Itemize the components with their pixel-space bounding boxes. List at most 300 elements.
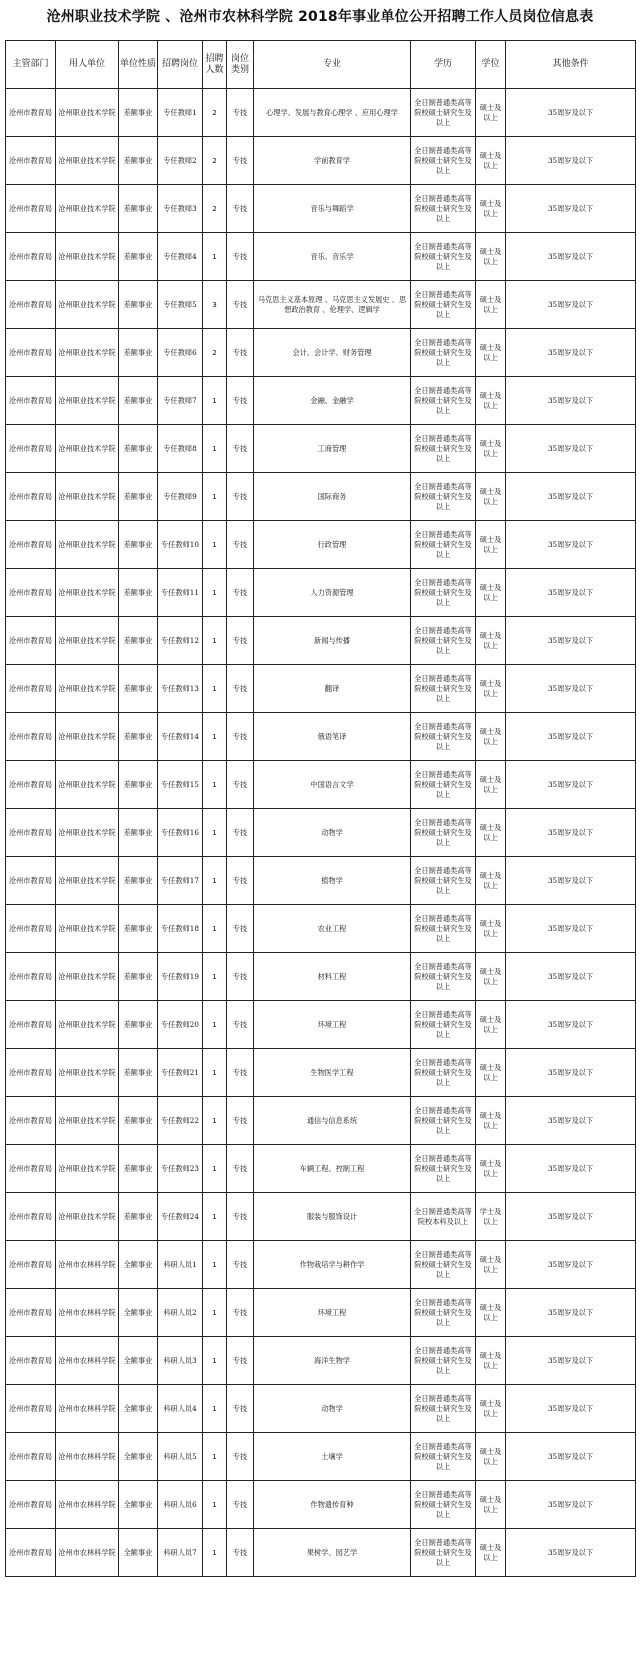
cell-degree: 硕士及以上 <box>476 665 506 713</box>
cell-degree: 硕士及以上 <box>476 1433 506 1481</box>
cell-other-conditions: 35周岁及以下 <box>506 425 636 473</box>
cell-major: 材料工程 <box>254 953 411 1001</box>
cell-unit: 沧州职业技术学院 <box>56 377 119 425</box>
cell-major: 音乐与舞蹈学 <box>254 185 411 233</box>
cell-unit: 沧州职业技术学院 <box>56 857 119 905</box>
cell-type: 专技 <box>227 281 254 329</box>
cell-education: 全日制普通类高等院校硕士研究生及以上 <box>411 1289 476 1337</box>
cell-post: 专任教师3 <box>158 185 203 233</box>
cell-unit: 沧州职业技术学院 <box>56 137 119 185</box>
table-row <box>6 473 636 521</box>
cell-count: 2 <box>203 137 227 185</box>
cell-nature: 差额事业 <box>119 473 158 521</box>
cell-other-conditions: 35周岁及以下 <box>506 521 636 569</box>
table-row <box>6 1481 636 1529</box>
cell-dept: 沧州市教育局 <box>6 953 56 1001</box>
cell-degree: 硕士及以上 <box>476 185 506 233</box>
cell-count: 1 <box>203 377 227 425</box>
cell-type: 专技 <box>227 1193 254 1241</box>
cell-post: 专任教师8 <box>158 425 203 473</box>
header-cell: 单位性质 <box>119 41 158 89</box>
cell-count: 3 <box>203 281 227 329</box>
cell-degree: 硕士及以上 <box>476 1385 506 1433</box>
cell-count: 1 <box>203 1097 227 1145</box>
cell-dept: 沧州市教育局 <box>6 281 56 329</box>
cell-type: 专技 <box>227 521 254 569</box>
cell-nature: 全额事业 <box>119 1529 158 1577</box>
cell-unit: 沧州职业技术学院 <box>56 905 119 953</box>
cell-dept: 沧州市教育局 <box>6 569 56 617</box>
cell-nature: 差额事业 <box>119 953 158 1001</box>
table-row <box>6 377 636 425</box>
header-cell: 招聘岗位 <box>158 41 203 89</box>
table-row <box>6 137 636 185</box>
cell-post: 专任教师10 <box>158 521 203 569</box>
cell-count: 1 <box>203 425 227 473</box>
table-row <box>6 1193 636 1241</box>
cell-post: 专任教师6 <box>158 329 203 377</box>
cell-type: 专技 <box>227 89 254 137</box>
cell-type: 专技 <box>227 761 254 809</box>
cell-type: 专技 <box>227 1145 254 1193</box>
cell-post: 科研人员3 <box>158 1337 203 1385</box>
cell-dept: 沧州市教育局 <box>6 1241 56 1289</box>
cell-type: 专技 <box>227 617 254 665</box>
cell-count: 1 <box>203 1241 227 1289</box>
cell-nature: 差额事业 <box>119 809 158 857</box>
cell-major: 动物学 <box>254 809 411 857</box>
cell-degree: 学士及以上 <box>476 1193 506 1241</box>
cell-dept: 沧州市教育局 <box>6 233 56 281</box>
cell-other-conditions: 35周岁及以下 <box>506 473 636 521</box>
cell-education: 全日制普通类高等院校硕士研究生及以上 <box>411 1049 476 1097</box>
table-row <box>6 905 636 953</box>
cell-nature: 差额事业 <box>119 665 158 713</box>
cell-other-conditions: 35周岁及以下 <box>506 857 636 905</box>
cell-education: 全日制普通类高等院校硕士研究生及以上 <box>411 281 476 329</box>
cell-major: 植物学 <box>254 857 411 905</box>
cell-unit: 沧州职业技术学院 <box>56 809 119 857</box>
table-row <box>6 665 636 713</box>
cell-education: 全日制普通类高等院校硕士研究生及以上 <box>411 1145 476 1193</box>
cell-nature: 差额事业 <box>119 1001 158 1049</box>
cell-major: 心理学、发展与教育心理学 、应用心理学 <box>254 89 411 137</box>
cell-education: 全日制普通类高等院校硕士研究生及以上 <box>411 329 476 377</box>
cell-count: 1 <box>203 521 227 569</box>
cell-unit: 沧州市农林科学院 <box>56 1385 119 1433</box>
cell-other-conditions: 35周岁及以下 <box>506 89 636 137</box>
cell-education: 全日制普通类高等院校硕士研究生及以上 <box>411 617 476 665</box>
cell-major: 果树学、园艺学 <box>254 1529 411 1577</box>
table-row <box>6 1289 636 1337</box>
cell-other-conditions: 35周岁及以下 <box>506 905 636 953</box>
cell-post: 科研人员5 <box>158 1433 203 1481</box>
cell-count: 1 <box>203 569 227 617</box>
header-cell: 用人单位 <box>56 41 119 89</box>
cell-nature: 差额事业 <box>119 1193 158 1241</box>
cell-type: 专技 <box>227 713 254 761</box>
cell-education: 全日制普通类高等院校硕士研究生及以上 <box>411 1529 476 1577</box>
cell-type: 专技 <box>227 1433 254 1481</box>
cell-education: 全日制普通类高等院校硕士研究生及以上 <box>411 473 476 521</box>
table-row <box>6 1433 636 1481</box>
cell-unit: 沧州职业技术学院 <box>56 521 119 569</box>
cell-other-conditions: 35周岁及以下 <box>506 1433 636 1481</box>
cell-count: 1 <box>203 905 227 953</box>
cell-education: 全日制普通类高等院校硕士研究生及以上 <box>411 185 476 233</box>
cell-post: 专任教师1 <box>158 89 203 137</box>
cell-post: 专任教师9 <box>158 473 203 521</box>
cell-count: 1 <box>203 1193 227 1241</box>
cell-unit: 沧州职业技术学院 <box>56 1097 119 1145</box>
cell-dept: 沧州市教育局 <box>6 857 56 905</box>
cell-major: 车辆工程、控制工程 <box>254 1145 411 1193</box>
cell-education: 全日制普通类高等院校硕士研究生及以上 <box>411 137 476 185</box>
cell-unit: 沧州职业技术学院 <box>56 1193 119 1241</box>
cell-degree: 硕士及以上 <box>476 233 506 281</box>
cell-education: 全日制普通类高等院校硕士研究生及以上 <box>411 713 476 761</box>
cell-dept: 沧州市教育局 <box>6 665 56 713</box>
cell-nature: 差额事业 <box>119 137 158 185</box>
cell-education: 全日制普通类高等院校本科及以上 <box>411 1193 476 1241</box>
table-row <box>6 425 636 473</box>
cell-degree: 硕士及以上 <box>476 473 506 521</box>
cell-count: 2 <box>203 185 227 233</box>
cell-count: 1 <box>203 1001 227 1049</box>
table-row <box>6 761 636 809</box>
cell-type: 专技 <box>227 377 254 425</box>
table-row <box>6 185 636 233</box>
table-row <box>6 809 636 857</box>
cell-major: 环境工程 <box>254 1001 411 1049</box>
cell-type: 专技 <box>227 185 254 233</box>
cell-type: 专技 <box>227 233 254 281</box>
cell-post: 专任教师15 <box>158 761 203 809</box>
header-cell: 专业 <box>254 41 411 89</box>
table-row <box>6 1385 636 1433</box>
cell-count: 1 <box>203 1529 227 1577</box>
cell-post: 专任教师21 <box>158 1049 203 1097</box>
table-row <box>6 569 636 617</box>
cell-nature: 差额事业 <box>119 569 158 617</box>
cell-unit: 沧州职业技术学院 <box>56 89 119 137</box>
cell-count: 2 <box>203 89 227 137</box>
cell-dept: 沧州市教育局 <box>6 377 56 425</box>
cell-post: 科研人员4 <box>158 1385 203 1433</box>
cell-count: 1 <box>203 1049 227 1097</box>
cell-major: 作物栽培学与耕作学 <box>254 1241 411 1289</box>
cell-degree: 硕士及以上 <box>476 1529 506 1577</box>
cell-education: 全日制普通类高等院校硕士研究生及以上 <box>411 1337 476 1385</box>
job-table <box>5 40 636 1577</box>
cell-education: 全日制普通类高等院校硕士研究生及以上 <box>411 1097 476 1145</box>
cell-nature: 全额事业 <box>119 1337 158 1385</box>
cell-type: 专技 <box>227 329 254 377</box>
cell-other-conditions: 35周岁及以下 <box>506 809 636 857</box>
cell-type: 专技 <box>227 665 254 713</box>
cell-type: 专技 <box>227 1385 254 1433</box>
cell-unit: 沧州职业技术学院 <box>56 953 119 1001</box>
cell-post: 专任教师13 <box>158 665 203 713</box>
cell-dept: 沧州市教育局 <box>6 1289 56 1337</box>
cell-count: 1 <box>203 473 227 521</box>
cell-education: 全日制普通类高等院校硕士研究生及以上 <box>411 665 476 713</box>
cell-type: 专技 <box>227 425 254 473</box>
cell-other-conditions: 35周岁及以下 <box>506 713 636 761</box>
cell-other-conditions: 35周岁及以下 <box>506 665 636 713</box>
cell-education: 全日制普通类高等院校硕士研究生及以上 <box>411 1241 476 1289</box>
cell-unit: 沧州职业技术学院 <box>56 1049 119 1097</box>
table-row <box>6 1337 636 1385</box>
cell-post: 专任教师16 <box>158 809 203 857</box>
cell-type: 专技 <box>227 1097 254 1145</box>
cell-other-conditions: 35周岁及以下 <box>506 1289 636 1337</box>
cell-degree: 硕士及以上 <box>476 761 506 809</box>
cell-nature: 差额事业 <box>119 1145 158 1193</box>
table-header-row <box>6 41 636 89</box>
cell-major: 国际商务 <box>254 473 411 521</box>
cell-dept: 沧州市教育局 <box>6 1145 56 1193</box>
cell-type: 专技 <box>227 1481 254 1529</box>
table-row <box>6 89 636 137</box>
cell-unit: 沧州市农林科学院 <box>56 1529 119 1577</box>
cell-unit: 沧州职业技术学院 <box>56 617 119 665</box>
cell-degree: 硕士及以上 <box>476 1481 506 1529</box>
cell-degree: 硕士及以上 <box>476 1049 506 1097</box>
table-row <box>6 329 636 377</box>
cell-nature: 全额事业 <box>119 1385 158 1433</box>
table-row <box>6 521 636 569</box>
cell-other-conditions: 35周岁及以下 <box>506 1385 636 1433</box>
cell-type: 专技 <box>227 1049 254 1097</box>
cell-type: 专技 <box>227 569 254 617</box>
cell-other-conditions: 35周岁及以下 <box>506 1097 636 1145</box>
cell-major: 马克思主义基本原理 、马克思主义发展史 、思想政治教育 、伦理学、逻辑学 <box>254 281 411 329</box>
cell-major: 俄语笔译 <box>254 713 411 761</box>
cell-post: 专任教师11 <box>158 569 203 617</box>
cell-major: 通信与信息系统 <box>254 1097 411 1145</box>
cell-post: 科研人员1 <box>158 1241 203 1289</box>
cell-post: 专任教师14 <box>158 713 203 761</box>
cell-degree: 硕士及以上 <box>476 1241 506 1289</box>
cell-other-conditions: 35周岁及以下 <box>506 185 636 233</box>
cell-unit: 沧州职业技术学院 <box>56 569 119 617</box>
cell-post: 专任教师20 <box>158 1001 203 1049</box>
cell-post: 专任教师22 <box>158 1097 203 1145</box>
cell-unit: 沧州职业技术学院 <box>56 281 119 329</box>
cell-other-conditions: 35周岁及以下 <box>506 329 636 377</box>
cell-unit: 沧州职业技术学院 <box>56 233 119 281</box>
cell-other-conditions: 35周岁及以下 <box>506 377 636 425</box>
cell-degree: 硕士及以上 <box>476 1001 506 1049</box>
cell-major: 中国语言文学 <box>254 761 411 809</box>
table-row <box>6 617 636 665</box>
cell-count: 1 <box>203 953 227 1001</box>
cell-dept: 沧州市教育局 <box>6 1097 56 1145</box>
cell-post: 专任教师18 <box>158 905 203 953</box>
header-cell: 主管部门 <box>6 41 56 89</box>
cell-type: 专技 <box>227 1337 254 1385</box>
cell-nature: 全额事业 <box>119 1289 158 1337</box>
cell-major: 海洋生物学 <box>254 1337 411 1385</box>
cell-degree: 硕士及以上 <box>476 713 506 761</box>
cell-other-conditions: 35周岁及以下 <box>506 233 636 281</box>
cell-major: 工商管理 <box>254 425 411 473</box>
header-cell: 岗位类别 <box>227 41 254 89</box>
cell-major: 会计、会计学、财务管理 <box>254 329 411 377</box>
cell-other-conditions: 35周岁及以下 <box>506 953 636 1001</box>
cell-dept: 沧州市教育局 <box>6 89 56 137</box>
cell-post: 科研人员6 <box>158 1481 203 1529</box>
cell-unit: 沧州职业技术学院 <box>56 713 119 761</box>
cell-nature: 差额事业 <box>119 1049 158 1097</box>
cell-major: 生物医学工程 <box>254 1049 411 1097</box>
cell-degree: 硕士及以上 <box>476 377 506 425</box>
cell-education: 全日制普通类高等院校硕士研究生及以上 <box>411 377 476 425</box>
cell-count: 1 <box>203 665 227 713</box>
cell-unit: 沧州职业技术学院 <box>56 425 119 473</box>
cell-other-conditions: 35周岁及以下 <box>506 1481 636 1529</box>
cell-dept: 沧州市教育局 <box>6 809 56 857</box>
cell-post: 专任教师12 <box>158 617 203 665</box>
cell-education: 全日制普通类高等院校硕士研究生及以上 <box>411 1385 476 1433</box>
cell-education: 全日制普通类高等院校硕士研究生及以上 <box>411 761 476 809</box>
cell-count: 1 <box>203 1385 227 1433</box>
cell-nature: 全额事业 <box>119 1433 158 1481</box>
cell-type: 专技 <box>227 1289 254 1337</box>
cell-degree: 硕士及以上 <box>476 857 506 905</box>
cell-unit: 沧州职业技术学院 <box>56 473 119 521</box>
cell-major: 新闻与传播 <box>254 617 411 665</box>
table-row <box>6 857 636 905</box>
cell-unit: 沧州市农林科学院 <box>56 1481 119 1529</box>
cell-major: 环境工程 <box>254 1289 411 1337</box>
cell-major: 服装与服饰设计 <box>254 1193 411 1241</box>
cell-count: 1 <box>203 233 227 281</box>
cell-count: 1 <box>203 1337 227 1385</box>
cell-post: 专任教师7 <box>158 377 203 425</box>
cell-count: 1 <box>203 1145 227 1193</box>
cell-unit: 沧州市农林科学院 <box>56 1289 119 1337</box>
cell-degree: 硕士及以上 <box>476 425 506 473</box>
cell-post: 专任教师23 <box>158 1145 203 1193</box>
cell-type: 专技 <box>227 1241 254 1289</box>
cell-dept: 沧州市教育局 <box>6 617 56 665</box>
cell-dept: 沧州市教育局 <box>6 905 56 953</box>
cell-count: 1 <box>203 1289 227 1337</box>
table-row <box>6 1001 636 1049</box>
cell-unit: 沧州职业技术学院 <box>56 761 119 809</box>
cell-degree: 硕士及以上 <box>476 953 506 1001</box>
cell-other-conditions: 35周岁及以下 <box>506 1337 636 1385</box>
cell-nature: 差额事业 <box>119 185 158 233</box>
cell-education: 全日制普通类高等院校硕士研究生及以上 <box>411 857 476 905</box>
cell-nature: 差额事业 <box>119 425 158 473</box>
table-row <box>6 1097 636 1145</box>
cell-education: 全日制普通类高等院校硕士研究生及以上 <box>411 425 476 473</box>
cell-dept: 沧州市教育局 <box>6 713 56 761</box>
cell-degree: 硕士及以上 <box>476 905 506 953</box>
cell-education: 全日制普通类高等院校硕士研究生及以上 <box>411 233 476 281</box>
cell-degree: 硕士及以上 <box>476 521 506 569</box>
cell-degree: 硕士及以上 <box>476 1145 506 1193</box>
cell-post: 专任教师24 <box>158 1193 203 1241</box>
cell-unit: 沧州职业技术学院 <box>56 185 119 233</box>
table-row <box>6 1529 636 1577</box>
cell-dept: 沧州市教育局 <box>6 137 56 185</box>
cell-type: 专技 <box>227 857 254 905</box>
cell-other-conditions: 35周岁及以下 <box>506 137 636 185</box>
cell-other-conditions: 35周岁及以下 <box>506 761 636 809</box>
cell-other-conditions: 35周岁及以下 <box>506 1049 636 1097</box>
cell-post: 专任教师19 <box>158 953 203 1001</box>
cell-nature: 全额事业 <box>119 1481 158 1529</box>
cell-education: 全日制普通类高等院校硕士研究生及以上 <box>411 569 476 617</box>
cell-major: 翻译 <box>254 665 411 713</box>
cell-nature: 差额事业 <box>119 89 158 137</box>
cell-education: 全日制普通类高等院校硕士研究生及以上 <box>411 905 476 953</box>
cell-type: 专技 <box>227 905 254 953</box>
cell-nature: 差额事业 <box>119 329 158 377</box>
cell-dept: 沧州市教育局 <box>6 1529 56 1577</box>
cell-type: 专技 <box>227 137 254 185</box>
cell-nature: 差额事业 <box>119 713 158 761</box>
cell-type: 专技 <box>227 953 254 1001</box>
cell-unit: 沧州职业技术学院 <box>56 1145 119 1193</box>
cell-unit: 沧州职业技术学院 <box>56 1001 119 1049</box>
cell-other-conditions: 35周岁及以下 <box>506 1001 636 1049</box>
cell-post: 专任教师4 <box>158 233 203 281</box>
header-cell: 学位 <box>476 41 506 89</box>
table-body <box>6 89 636 1577</box>
cell-education: 全日制普通类高等院校硕士研究生及以上 <box>411 953 476 1001</box>
cell-degree: 硕士及以上 <box>476 569 506 617</box>
cell-nature: 差额事业 <box>119 281 158 329</box>
cell-count: 1 <box>203 857 227 905</box>
cell-nature: 差额事业 <box>119 521 158 569</box>
cell-nature: 差额事业 <box>119 857 158 905</box>
cell-major: 行政管理 <box>254 521 411 569</box>
cell-post: 科研人员7 <box>158 1529 203 1577</box>
cell-unit: 沧州市农林科学院 <box>56 1241 119 1289</box>
cell-unit: 沧州市农林科学院 <box>56 1433 119 1481</box>
header-cell: 学历 <box>411 41 476 89</box>
cell-other-conditions: 35周岁及以下 <box>506 1241 636 1289</box>
cell-major: 音乐、音乐学 <box>254 233 411 281</box>
cell-nature: 差额事业 <box>119 905 158 953</box>
cell-dept: 沧州市教育局 <box>6 185 56 233</box>
cell-degree: 硕士及以上 <box>476 329 506 377</box>
cell-type: 专技 <box>227 1529 254 1577</box>
cell-nature: 差额事业 <box>119 761 158 809</box>
cell-major: 金融、金融学 <box>254 377 411 425</box>
cell-education: 全日制普通类高等院校硕士研究生及以上 <box>411 521 476 569</box>
header-cell: 其他条件 <box>506 41 636 89</box>
cell-count: 1 <box>203 761 227 809</box>
cell-major: 人力资源管理 <box>254 569 411 617</box>
cell-dept: 沧州市教育局 <box>6 425 56 473</box>
cell-major: 学前教育学 <box>254 137 411 185</box>
table-row <box>6 953 636 1001</box>
cell-degree: 硕士及以上 <box>476 1097 506 1145</box>
cell-education: 全日制普通类高等院校硕士研究生及以上 <box>411 1481 476 1529</box>
cell-major: 动物学 <box>254 1385 411 1433</box>
cell-education: 全日制普通类高等院校硕士研究生及以上 <box>411 89 476 137</box>
table-row <box>6 713 636 761</box>
cell-other-conditions: 35周岁及以下 <box>506 1529 636 1577</box>
cell-dept: 沧州市教育局 <box>6 761 56 809</box>
cell-education: 全日制普通类高等院校硕士研究生及以上 <box>411 1433 476 1481</box>
